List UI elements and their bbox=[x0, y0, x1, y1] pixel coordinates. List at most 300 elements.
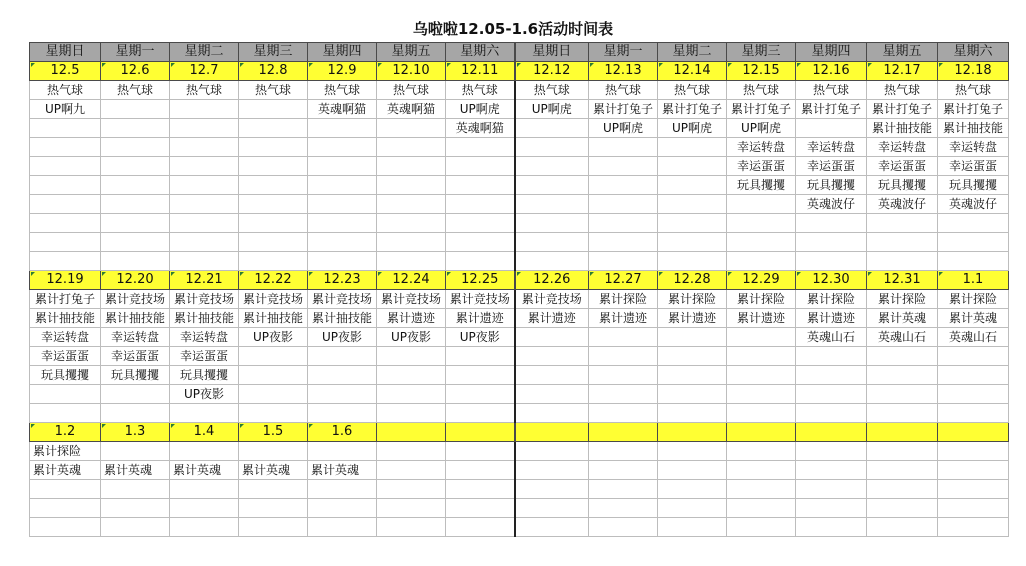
cell[interactable] bbox=[658, 423, 727, 442]
cell[interactable]: 1.5 bbox=[239, 423, 308, 442]
cell[interactable]: 星期一 bbox=[101, 43, 170, 62]
cell[interactable] bbox=[658, 347, 727, 366]
cell[interactable] bbox=[30, 233, 101, 252]
cell[interactable] bbox=[796, 214, 867, 233]
cell[interactable]: 累计竞技场 bbox=[308, 290, 377, 309]
cell[interactable]: 累计英魂 bbox=[867, 309, 938, 328]
cell[interactable] bbox=[101, 176, 170, 195]
cell[interactable] bbox=[796, 347, 867, 366]
cell[interactable]: 1.3 bbox=[101, 423, 170, 442]
cell[interactable] bbox=[377, 499, 446, 518]
cell[interactable] bbox=[938, 461, 1009, 480]
cell[interactable] bbox=[867, 480, 938, 499]
cell[interactable] bbox=[938, 423, 1009, 442]
cell[interactable]: 累计竞技场 bbox=[515, 290, 589, 309]
cell[interactable]: 玩具攫攫 bbox=[938, 176, 1009, 195]
cell[interactable]: 英魂啊猫 bbox=[308, 100, 377, 119]
cell[interactable] bbox=[377, 461, 446, 480]
cell[interactable] bbox=[867, 423, 938, 442]
cell[interactable] bbox=[377, 385, 446, 404]
cell[interactable]: 12.14 bbox=[658, 62, 727, 81]
cell[interactable] bbox=[446, 176, 515, 195]
cell[interactable] bbox=[727, 518, 796, 537]
cell[interactable] bbox=[239, 138, 308, 157]
cell[interactable]: 英魂啊猫 bbox=[377, 100, 446, 119]
cell[interactable] bbox=[30, 195, 101, 214]
cell[interactable] bbox=[515, 385, 589, 404]
cell[interactable] bbox=[515, 404, 589, 423]
cell[interactable]: 累计探险 bbox=[938, 290, 1009, 309]
cell[interactable]: 累计英魂 bbox=[938, 309, 1009, 328]
cell[interactable] bbox=[446, 157, 515, 176]
cell[interactable] bbox=[589, 233, 658, 252]
cell[interactable]: 累计抽技能 bbox=[867, 119, 938, 138]
cell[interactable]: 12.18 bbox=[938, 62, 1009, 81]
cell[interactable] bbox=[170, 252, 239, 271]
cell[interactable]: 热气球 bbox=[101, 81, 170, 100]
cell[interactable] bbox=[515, 233, 589, 252]
cell[interactable] bbox=[101, 385, 170, 404]
cell[interactable] bbox=[170, 480, 239, 499]
cell[interactable] bbox=[101, 214, 170, 233]
cell[interactable] bbox=[377, 480, 446, 499]
cell[interactable] bbox=[30, 518, 101, 537]
cell[interactable]: 累计遗迹 bbox=[377, 309, 446, 328]
cell[interactable] bbox=[239, 404, 308, 423]
cell[interactable]: 玩具攫攫 bbox=[101, 366, 170, 385]
cell[interactable] bbox=[101, 138, 170, 157]
cell[interactable]: 累计竞技场 bbox=[239, 290, 308, 309]
cell[interactable]: 累计探险 bbox=[589, 290, 658, 309]
cell[interactable] bbox=[658, 138, 727, 157]
cell[interactable]: 英魂啊猫 bbox=[446, 119, 515, 138]
cell[interactable]: 累计英魂 bbox=[239, 461, 308, 480]
cell[interactable] bbox=[515, 499, 589, 518]
cell[interactable]: UP夜影 bbox=[239, 328, 308, 347]
cell[interactable] bbox=[308, 442, 377, 461]
cell[interactable] bbox=[239, 480, 308, 499]
cell[interactable]: 累计打兔子 bbox=[727, 100, 796, 119]
cell[interactable] bbox=[308, 252, 377, 271]
cell[interactable] bbox=[796, 499, 867, 518]
cell[interactable] bbox=[589, 195, 658, 214]
cell[interactable] bbox=[938, 214, 1009, 233]
cell[interactable]: 12.19 bbox=[30, 271, 101, 290]
cell[interactable] bbox=[589, 423, 658, 442]
cell[interactable]: 1.2 bbox=[30, 423, 101, 442]
cell[interactable]: 累计遗迹 bbox=[589, 309, 658, 328]
cell[interactable]: 幸运蛋蛋 bbox=[30, 347, 101, 366]
cell[interactable]: 热气球 bbox=[796, 81, 867, 100]
cell[interactable] bbox=[446, 252, 515, 271]
cell[interactable]: 累计探险 bbox=[727, 290, 796, 309]
cell[interactable] bbox=[727, 366, 796, 385]
cell[interactable]: 12.31 bbox=[867, 271, 938, 290]
cell[interactable]: 12.15 bbox=[727, 62, 796, 81]
cell[interactable] bbox=[308, 480, 377, 499]
cell[interactable] bbox=[727, 328, 796, 347]
cell[interactable]: 幸运蛋蛋 bbox=[796, 157, 867, 176]
cell[interactable]: 12.21 bbox=[170, 271, 239, 290]
cell[interactable]: 英魂山石 bbox=[796, 328, 867, 347]
cell[interactable]: 累计遗迹 bbox=[796, 309, 867, 328]
cell[interactable]: 幸运转盘 bbox=[30, 328, 101, 347]
cell[interactable] bbox=[308, 385, 377, 404]
cell[interactable]: 热气球 bbox=[515, 81, 589, 100]
cell[interactable] bbox=[377, 138, 446, 157]
cell[interactable]: 12.9 bbox=[308, 62, 377, 81]
cell[interactable]: 12.20 bbox=[101, 271, 170, 290]
cell[interactable] bbox=[101, 499, 170, 518]
cell[interactable] bbox=[515, 176, 589, 195]
cell[interactable]: 星期一 bbox=[589, 43, 658, 62]
cell[interactable] bbox=[377, 518, 446, 537]
cell[interactable]: UP啊虎 bbox=[658, 119, 727, 138]
cell[interactable] bbox=[727, 233, 796, 252]
cell[interactable] bbox=[589, 157, 658, 176]
cell[interactable] bbox=[515, 366, 589, 385]
cell[interactable] bbox=[446, 233, 515, 252]
cell[interactable] bbox=[239, 252, 308, 271]
cell[interactable] bbox=[377, 176, 446, 195]
cell[interactable] bbox=[727, 404, 796, 423]
cell[interactable] bbox=[867, 252, 938, 271]
cell[interactable]: 幸运蛋蛋 bbox=[170, 347, 239, 366]
cell[interactable]: 12.16 bbox=[796, 62, 867, 81]
cell[interactable] bbox=[727, 423, 796, 442]
cell[interactable]: UP啊虎 bbox=[727, 119, 796, 138]
cell[interactable] bbox=[446, 423, 515, 442]
cell[interactable]: 幸运转盘 bbox=[938, 138, 1009, 157]
cell[interactable]: 1.6 bbox=[308, 423, 377, 442]
cell[interactable]: 玩具攫攫 bbox=[170, 366, 239, 385]
cell[interactable] bbox=[30, 214, 101, 233]
cell[interactable]: UP夜影 bbox=[377, 328, 446, 347]
cell[interactable] bbox=[589, 328, 658, 347]
cell[interactable] bbox=[239, 518, 308, 537]
cell[interactable] bbox=[30, 499, 101, 518]
cell[interactable]: 12.22 bbox=[239, 271, 308, 290]
cell[interactable] bbox=[170, 518, 239, 537]
cell[interactable] bbox=[377, 347, 446, 366]
cell[interactable] bbox=[377, 442, 446, 461]
cell[interactable] bbox=[515, 252, 589, 271]
cell[interactable] bbox=[727, 480, 796, 499]
cell[interactable]: 12.24 bbox=[377, 271, 446, 290]
cell[interactable]: 累计遗迹 bbox=[727, 309, 796, 328]
cell[interactable] bbox=[867, 461, 938, 480]
cell[interactable] bbox=[101, 157, 170, 176]
cell[interactable]: 累计遗迹 bbox=[658, 309, 727, 328]
cell[interactable] bbox=[658, 404, 727, 423]
cell[interactable]: 累计遗迹 bbox=[515, 309, 589, 328]
cell[interactable] bbox=[515, 461, 589, 480]
cell[interactable] bbox=[239, 347, 308, 366]
cell[interactable]: 星期日 bbox=[30, 43, 101, 62]
cell[interactable] bbox=[589, 499, 658, 518]
cell[interactable]: 12.27 bbox=[589, 271, 658, 290]
cell[interactable] bbox=[589, 347, 658, 366]
cell[interactable] bbox=[377, 195, 446, 214]
cell[interactable]: 热气球 bbox=[589, 81, 658, 100]
cell[interactable] bbox=[796, 480, 867, 499]
cell[interactable] bbox=[796, 404, 867, 423]
cell[interactable] bbox=[239, 385, 308, 404]
cell[interactable] bbox=[101, 119, 170, 138]
cell[interactable] bbox=[446, 499, 515, 518]
cell[interactable]: 热气球 bbox=[377, 81, 446, 100]
cell[interactable] bbox=[589, 518, 658, 537]
cell[interactable] bbox=[170, 100, 239, 119]
cell[interactable] bbox=[658, 195, 727, 214]
cell[interactable] bbox=[515, 214, 589, 233]
cell[interactable] bbox=[377, 119, 446, 138]
cell[interactable]: 12.11 bbox=[446, 62, 515, 81]
cell[interactable] bbox=[515, 518, 589, 537]
cell[interactable] bbox=[867, 214, 938, 233]
cell[interactable] bbox=[308, 138, 377, 157]
cell[interactable] bbox=[658, 499, 727, 518]
cell[interactable] bbox=[727, 252, 796, 271]
cell[interactable] bbox=[239, 499, 308, 518]
cell[interactable]: 1.1 bbox=[938, 271, 1009, 290]
cell[interactable] bbox=[589, 214, 658, 233]
cell[interactable]: UP啊九 bbox=[30, 100, 101, 119]
cell[interactable]: 玩具攫攫 bbox=[796, 176, 867, 195]
cell[interactable] bbox=[727, 385, 796, 404]
cell[interactable]: 热气球 bbox=[308, 81, 377, 100]
cell[interactable] bbox=[377, 157, 446, 176]
cell[interactable]: 热气球 bbox=[30, 81, 101, 100]
cell[interactable]: 累计竞技场 bbox=[170, 290, 239, 309]
cell[interactable]: 英魂山石 bbox=[938, 328, 1009, 347]
cell[interactable] bbox=[101, 233, 170, 252]
cell[interactable] bbox=[658, 385, 727, 404]
cell[interactable] bbox=[727, 214, 796, 233]
cell[interactable] bbox=[377, 366, 446, 385]
cell[interactable]: 星期三 bbox=[727, 43, 796, 62]
cell[interactable]: 累计英魂 bbox=[101, 461, 170, 480]
cell[interactable] bbox=[446, 404, 515, 423]
cell[interactable]: 英魂波仔 bbox=[796, 195, 867, 214]
cell[interactable]: 累计打兔子 bbox=[796, 100, 867, 119]
cell[interactable] bbox=[796, 366, 867, 385]
cell[interactable] bbox=[101, 252, 170, 271]
cell[interactable] bbox=[446, 366, 515, 385]
cell[interactable]: 1.4 bbox=[170, 423, 239, 442]
cell[interactable]: UP夜影 bbox=[446, 328, 515, 347]
cell[interactable] bbox=[377, 214, 446, 233]
cell[interactable]: 热气球 bbox=[658, 81, 727, 100]
cell[interactable]: 幸运蛋蛋 bbox=[727, 157, 796, 176]
cell[interactable] bbox=[308, 214, 377, 233]
cell[interactable] bbox=[446, 195, 515, 214]
cell[interactable] bbox=[30, 119, 101, 138]
cell[interactable] bbox=[170, 233, 239, 252]
cell[interactable]: 累计抽技能 bbox=[239, 309, 308, 328]
cell[interactable]: 累计抽技能 bbox=[938, 119, 1009, 138]
cell[interactable]: 累计英魂 bbox=[170, 461, 239, 480]
cell[interactable]: 星期二 bbox=[658, 43, 727, 62]
cell[interactable]: 英魂波仔 bbox=[938, 195, 1009, 214]
cell[interactable] bbox=[515, 328, 589, 347]
cell[interactable]: UP夜影 bbox=[170, 385, 239, 404]
cell[interactable]: 星期日 bbox=[515, 43, 589, 62]
cell[interactable] bbox=[867, 347, 938, 366]
cell[interactable] bbox=[658, 214, 727, 233]
cell[interactable] bbox=[938, 366, 1009, 385]
cell[interactable] bbox=[515, 480, 589, 499]
cell[interactable]: 累计抽技能 bbox=[101, 309, 170, 328]
cell[interactable] bbox=[308, 119, 377, 138]
cell[interactable] bbox=[308, 176, 377, 195]
cell[interactable] bbox=[658, 157, 727, 176]
cell[interactable] bbox=[239, 176, 308, 195]
cell[interactable] bbox=[101, 518, 170, 537]
cell[interactable] bbox=[446, 347, 515, 366]
cell[interactable]: 累计探险 bbox=[867, 290, 938, 309]
cell[interactable] bbox=[727, 347, 796, 366]
cell[interactable]: 累计抽技能 bbox=[308, 309, 377, 328]
cell[interactable]: 热气球 bbox=[938, 81, 1009, 100]
cell[interactable]: 英魂波仔 bbox=[867, 195, 938, 214]
cell[interactable] bbox=[515, 442, 589, 461]
cell[interactable] bbox=[515, 138, 589, 157]
cell[interactable] bbox=[658, 252, 727, 271]
cell[interactable]: 幸运转盘 bbox=[101, 328, 170, 347]
cell[interactable] bbox=[30, 157, 101, 176]
cell[interactable] bbox=[446, 138, 515, 157]
cell[interactable]: 累计竞技场 bbox=[377, 290, 446, 309]
cell[interactable] bbox=[589, 176, 658, 195]
cell[interactable] bbox=[796, 461, 867, 480]
cell[interactable] bbox=[377, 252, 446, 271]
cell[interactable]: 12.12 bbox=[515, 62, 589, 81]
cell[interactable] bbox=[658, 176, 727, 195]
cell[interactable] bbox=[308, 518, 377, 537]
cell[interactable] bbox=[589, 461, 658, 480]
cell[interactable] bbox=[377, 233, 446, 252]
cell[interactable]: 玩具攫攫 bbox=[867, 176, 938, 195]
cell[interactable] bbox=[796, 442, 867, 461]
cell[interactable]: UP啊虎 bbox=[446, 100, 515, 119]
cell[interactable]: 英魂山石 bbox=[867, 328, 938, 347]
cell[interactable] bbox=[308, 233, 377, 252]
cell[interactable]: 累计打兔子 bbox=[938, 100, 1009, 119]
cell[interactable]: 12.30 bbox=[796, 271, 867, 290]
cell[interactable] bbox=[239, 233, 308, 252]
cell[interactable]: UP啊虎 bbox=[589, 119, 658, 138]
cell[interactable]: 玩具攫攫 bbox=[727, 176, 796, 195]
cell[interactable]: 热气球 bbox=[170, 81, 239, 100]
cell[interactable] bbox=[589, 404, 658, 423]
cell[interactable] bbox=[938, 385, 1009, 404]
cell[interactable] bbox=[446, 442, 515, 461]
cell[interactable] bbox=[239, 119, 308, 138]
cell[interactable]: 累计打兔子 bbox=[589, 100, 658, 119]
cell[interactable] bbox=[170, 119, 239, 138]
cell[interactable] bbox=[308, 195, 377, 214]
cell[interactable] bbox=[658, 442, 727, 461]
cell[interactable]: 热气球 bbox=[867, 81, 938, 100]
cell[interactable]: 12.7 bbox=[170, 62, 239, 81]
cell[interactable]: 累计英魂 bbox=[308, 461, 377, 480]
cell[interactable] bbox=[796, 518, 867, 537]
cell[interactable] bbox=[938, 442, 1009, 461]
cell[interactable] bbox=[796, 423, 867, 442]
cell[interactable]: 幸运蛋蛋 bbox=[867, 157, 938, 176]
cell[interactable] bbox=[727, 499, 796, 518]
cell[interactable]: 星期六 bbox=[938, 43, 1009, 62]
cell[interactable] bbox=[589, 385, 658, 404]
cell[interactable]: 热气球 bbox=[239, 81, 308, 100]
cell[interactable] bbox=[796, 119, 867, 138]
cell[interactable] bbox=[867, 499, 938, 518]
cell[interactable]: 累计英魂 bbox=[30, 461, 101, 480]
cell[interactable] bbox=[867, 442, 938, 461]
cell[interactable] bbox=[30, 404, 101, 423]
cell[interactable] bbox=[796, 385, 867, 404]
cell[interactable] bbox=[658, 518, 727, 537]
cell[interactable] bbox=[727, 195, 796, 214]
cell[interactable] bbox=[867, 233, 938, 252]
cell[interactable]: UP夜影 bbox=[308, 328, 377, 347]
cell[interactable] bbox=[658, 233, 727, 252]
cell[interactable] bbox=[446, 461, 515, 480]
cell[interactable]: 累计遗迹 bbox=[446, 309, 515, 328]
cell[interactable]: 12.10 bbox=[377, 62, 446, 81]
cell[interactable] bbox=[727, 461, 796, 480]
cell[interactable] bbox=[170, 214, 239, 233]
cell[interactable] bbox=[446, 480, 515, 499]
cell[interactable] bbox=[589, 442, 658, 461]
cell[interactable]: 12.23 bbox=[308, 271, 377, 290]
cell[interactable]: 12.17 bbox=[867, 62, 938, 81]
cell[interactable] bbox=[867, 404, 938, 423]
cell[interactable]: 幸运转盘 bbox=[727, 138, 796, 157]
cell[interactable]: 星期三 bbox=[239, 43, 308, 62]
cell[interactable] bbox=[101, 100, 170, 119]
cell[interactable]: 累计打兔子 bbox=[867, 100, 938, 119]
cell[interactable] bbox=[658, 461, 727, 480]
cell[interactable] bbox=[938, 233, 1009, 252]
cell[interactable]: 12.13 bbox=[589, 62, 658, 81]
cell[interactable]: 12.26 bbox=[515, 271, 589, 290]
cell[interactable] bbox=[308, 499, 377, 518]
cell[interactable] bbox=[867, 366, 938, 385]
cell[interactable]: 12.8 bbox=[239, 62, 308, 81]
cell[interactable] bbox=[867, 518, 938, 537]
cell[interactable]: 星期五 bbox=[867, 43, 938, 62]
cell[interactable] bbox=[938, 480, 1009, 499]
cell[interactable]: 星期四 bbox=[308, 43, 377, 62]
cell[interactable] bbox=[938, 252, 1009, 271]
cell[interactable] bbox=[308, 347, 377, 366]
cell[interactable]: 幸运蛋蛋 bbox=[938, 157, 1009, 176]
cell[interactable]: 累计打兔子 bbox=[30, 290, 101, 309]
cell[interactable] bbox=[515, 157, 589, 176]
cell[interactable]: 累计抽技能 bbox=[30, 309, 101, 328]
cell[interactable] bbox=[308, 404, 377, 423]
cell[interactable]: 累计打兔子 bbox=[658, 100, 727, 119]
cell[interactable] bbox=[446, 518, 515, 537]
cell[interactable] bbox=[170, 138, 239, 157]
cell[interactable]: 累计竞技场 bbox=[446, 290, 515, 309]
cell[interactable]: 累计探险 bbox=[796, 290, 867, 309]
cell[interactable] bbox=[515, 423, 589, 442]
cell[interactable]: 星期五 bbox=[377, 43, 446, 62]
cell[interactable]: 玩具攫攫 bbox=[30, 366, 101, 385]
